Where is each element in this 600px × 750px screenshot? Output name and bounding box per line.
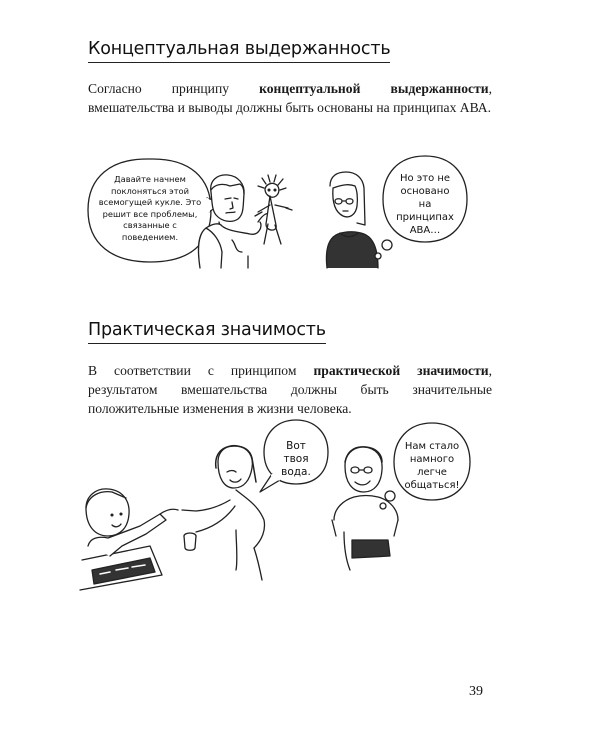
thought-bubble-text: Но это не основано на принципах АВА… <box>396 173 454 236</box>
speech-bubble-text: Давайте начнем поклоняться этой всемогущей кукле. Это решит все проблемы, связанные с поведением. <box>98 174 202 242</box>
paragraph-bold-term: практической значимости <box>313 363 489 378</box>
section-heading-practical-significance: Практическая значимость <box>88 320 326 344</box>
page-number: 39 <box>469 684 483 699</box>
paragraph-text: Согласно принципу <box>88 81 260 96</box>
man-figure <box>332 447 398 570</box>
paragraph-text: , вмешательства и выводы должны быть основаны на принципах АВА. <box>88 81 492 115</box>
paragraph-text: , результатом вмешательства должны быть значительные положительные изменения в жизни человека. <box>88 363 493 416</box>
paragraph-text: В соответствии с принципом <box>88 363 314 378</box>
speech-bubble-text: Вот твоя вода. <box>281 440 311 478</box>
thought-bubble-text: Нам стало намного легче общаться! <box>404 441 460 491</box>
boy-figure <box>86 489 178 556</box>
paragraph-bold-term: концептуальной выдержанности <box>259 81 489 96</box>
desk <box>80 546 162 590</box>
section-heading-conceptual-consistency: Концептуальная выдержанность <box>88 39 390 63</box>
woman-figure <box>182 446 265 580</box>
